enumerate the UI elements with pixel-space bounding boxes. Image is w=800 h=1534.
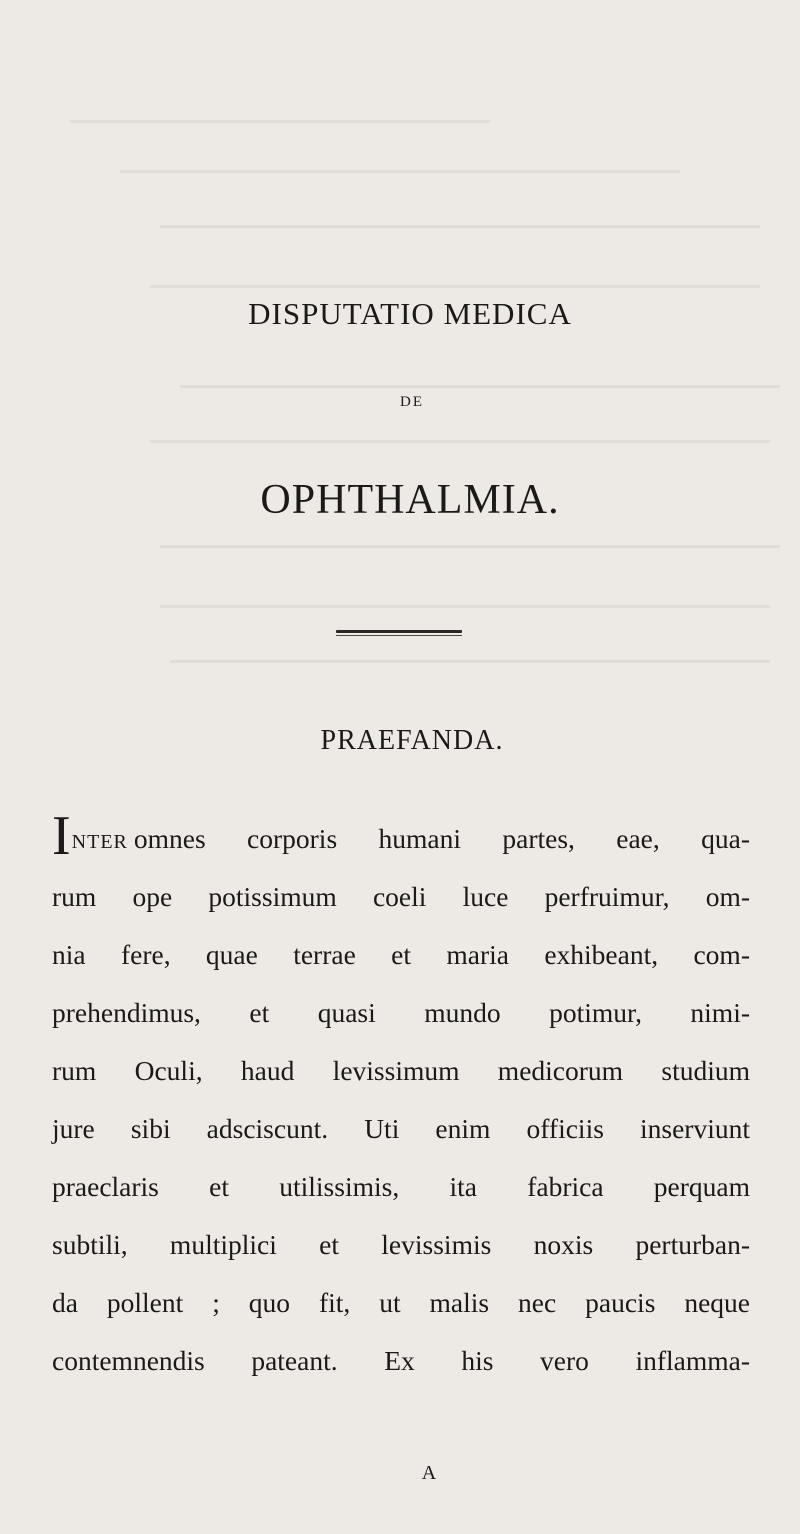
small-caps-word: NTER — [71, 831, 128, 853]
text-line-6: jure sibi adsciscunt. Uti enim officiis inserviunt — [52, 1113, 750, 1144]
body-paragraph — [52, 805, 750, 1390]
text-line-5: rum Oculi, haud levissimum medicorum studium — [52, 1055, 750, 1086]
ornamental-rule — [336, 630, 462, 633]
text-line-2: rum ope potissimum coeli luce perfruimur, om- — [52, 881, 750, 912]
section-heading: PRAEFANDA. — [320, 725, 504, 756]
text-line-10: contemnendis pateant. Ex his vero inflamma- — [52, 1345, 750, 1376]
preposition-de: DE — [400, 394, 424, 410]
text-line-8: subtili, multiplici et levissimis noxis perturban- — [52, 1229, 750, 1260]
disputation-title: DISPUTATIO MEDICA — [248, 296, 572, 331]
signature-mark: A — [421, 1462, 437, 1484]
text-line-9: da pollent ; quo fit, ut malis nec paucis neque — [52, 1287, 750, 1318]
text-line-3: nia fere, quae terrae et maria exhibeant, com- — [52, 939, 750, 970]
text-line-7: praeclaris et utilissimis, ita fabrica perquam — [52, 1171, 750, 1202]
line-text: omnes corporis humani partes, eae, qua- — [133, 823, 750, 854]
subject-title: OPHTHALMIA. — [260, 477, 560, 523]
text-line-4: prehendimus, et quasi mundo potimur, nimi- — [52, 997, 750, 1028]
text-line-1 — [52, 805, 750, 868]
drop-cap: I — [52, 805, 71, 867]
